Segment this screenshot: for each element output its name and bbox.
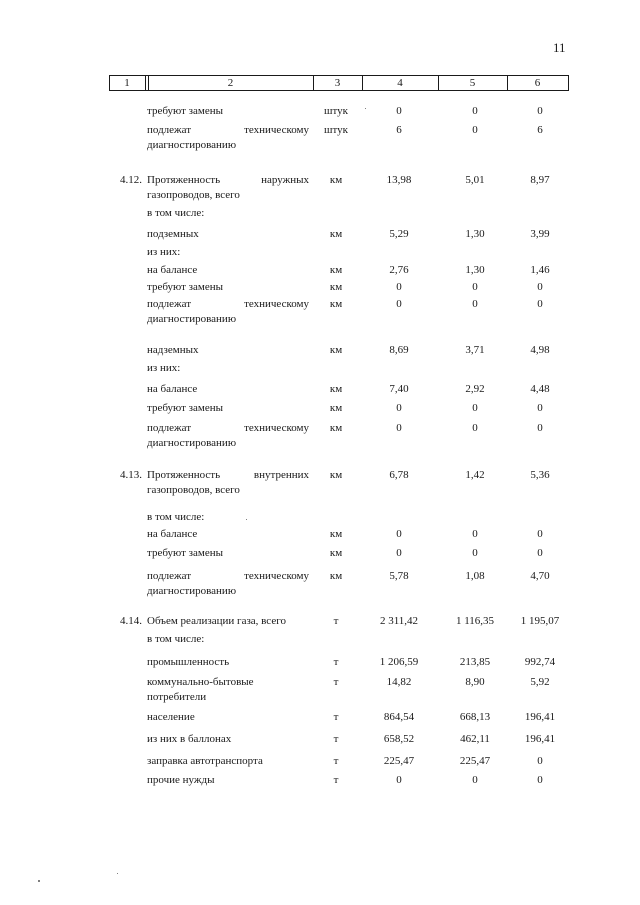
row-name: [147, 569, 309, 599]
word: подлежат: [147, 124, 192, 136]
row-name: [147, 754, 309, 769]
row-value-col4: 225,47: [383, 755, 415, 767]
row-name-line: [147, 123, 309, 138]
row-name: [147, 732, 309, 747]
row-value-col4: 13,98: [386, 174, 412, 186]
row-value-col6: 4,70: [530, 570, 550, 582]
row-value-col4: 0: [396, 774, 402, 786]
row-name: [147, 173, 309, 221]
row-name-line: из них в баллонах: [147, 733, 232, 745]
row-value-col6: 8,97: [530, 174, 550, 186]
row-name-line: заправка автотранспорта: [147, 755, 263, 767]
row-value-col4: 7,40: [389, 383, 409, 395]
row-name: [147, 401, 309, 416]
row-name-line: требуют замены: [147, 281, 223, 293]
row-name: [147, 263, 309, 278]
row-value-col6: 0: [537, 422, 543, 434]
row-value-col5: 2,92: [465, 383, 485, 395]
row-name-line: прочие нужды: [147, 774, 215, 786]
row-value-col5: 0: [472, 105, 478, 117]
row-unit: км: [329, 422, 343, 434]
row-name-line: требуют замены: [147, 402, 223, 414]
row-name-line: диагностированию: [147, 139, 237, 151]
row-name-line: на балансе: [147, 264, 198, 276]
row-name-line: население: [147, 711, 195, 723]
row-name: [147, 104, 309, 119]
row-value-col4: 2 311,42: [379, 615, 419, 627]
row-value-col5: 0: [472, 547, 478, 559]
row-unit: штук: [324, 105, 348, 117]
row-value-col6: 0: [537, 105, 543, 117]
row-name-line: [147, 569, 309, 584]
row-number: 4.14.: [120, 615, 142, 627]
row-value-col5: 213,85: [459, 656, 491, 668]
row-unit: т: [333, 711, 339, 723]
row-unit: т: [333, 676, 339, 688]
row-value-col6: 6: [537, 124, 543, 136]
row-value-col6: 0: [537, 298, 543, 310]
row-value-col4: 5,78: [389, 570, 409, 582]
row-name-line: диагностированию: [147, 585, 237, 597]
word: техническому: [244, 422, 309, 434]
row-value-col5: 1 116,35: [455, 615, 495, 627]
row-name: [147, 507, 309, 525]
row-unit: км: [329, 469, 343, 481]
row-value-col5: 8,90: [465, 676, 485, 688]
row-name-line: в том числе:: [147, 633, 205, 645]
row-name-line: диагностированию: [147, 313, 237, 325]
word: Протяженность: [147, 469, 221, 481]
word: техническому: [244, 298, 309, 310]
row-name-line: в том числе:: [147, 511, 205, 523]
row-number: 4.12.: [120, 174, 142, 186]
row-value-col6: 196,41: [524, 711, 556, 723]
row-value-col6: 5,92: [530, 676, 550, 688]
row-unit: т: [333, 774, 339, 786]
row-value-col4: 0: [396, 402, 402, 414]
row-value-col6: 992,74: [524, 656, 556, 668]
scan-speck: [117, 873, 118, 874]
row-value-col4: 6,78: [389, 469, 409, 481]
row-value-col5: 0: [472, 281, 478, 293]
row-unit: км: [329, 228, 343, 240]
header-cell: 3: [334, 77, 341, 89]
row-value-col5: 5,01: [465, 174, 485, 186]
row-value-col5: 462,11: [460, 733, 490, 745]
row-value-col5: 0: [472, 298, 478, 310]
word: подлежат: [147, 298, 192, 310]
row-unit: т: [333, 755, 339, 767]
row-unit: км: [329, 281, 343, 293]
row-value-col6: 5,36: [530, 469, 550, 481]
row-value-col4: 0: [396, 528, 402, 540]
row-name: [147, 614, 309, 647]
row-name-line: из них:: [147, 246, 181, 258]
row-unit: км: [329, 570, 343, 582]
row-name-line: на балансе: [147, 383, 198, 395]
row-name: [147, 527, 309, 542]
row-value-col4: 8,69: [389, 344, 409, 356]
row-name-line: подземных: [147, 228, 199, 240]
row-unit: т: [333, 656, 339, 668]
row-name-line: требуют замены: [147, 547, 223, 559]
row-value-col6: 0: [537, 547, 543, 559]
row-name-line: [147, 468, 309, 483]
header-cell: 4: [397, 77, 403, 89]
row-value-col6: 0: [537, 755, 543, 767]
row-unit: т: [333, 733, 339, 745]
row-unit: т: [333, 615, 339, 627]
row-value-col5: 225,47: [459, 755, 491, 767]
row-value-col5: 0: [472, 774, 478, 786]
row-unit: км: [329, 174, 343, 186]
row-name-line: [147, 173, 309, 188]
row-name-line: на балансе: [147, 528, 198, 540]
row-name: [147, 655, 309, 670]
row-unit: км: [329, 547, 343, 559]
row-value-col4: 0: [396, 281, 402, 293]
row-value-col4: 5,29: [389, 228, 409, 240]
row-value-col5: 1,30: [465, 264, 485, 276]
row-value-col6: 1,46: [530, 264, 550, 276]
row-value-col4: 0: [396, 298, 402, 310]
row-value-col6: 1 195,07: [520, 615, 560, 627]
row-name-line: надземных: [147, 344, 199, 356]
row-number: 4.13.: [120, 469, 142, 481]
row-name-line: диагностированию: [147, 437, 237, 449]
header-cell: 5: [469, 77, 476, 89]
row-value-col6: 4,48: [530, 383, 550, 395]
row-name: [147, 710, 309, 725]
row-value-col6: 0: [537, 528, 543, 540]
word: наружных: [261, 174, 309, 186]
row-value-col4: 2,76: [389, 264, 409, 276]
row-value-col6: 0: [537, 774, 543, 786]
scan-speck: [246, 519, 247, 520]
row-unit: км: [329, 383, 343, 395]
row-value-col5: 1,08: [465, 570, 485, 582]
scan-speck: [38, 880, 40, 882]
row-unit: км: [329, 264, 343, 276]
row-name-line: коммунально-бытовые: [147, 676, 254, 688]
row-unit: км: [329, 528, 343, 540]
row-value-col4: 14,82: [386, 676, 412, 688]
header-cell: 6: [534, 77, 541, 89]
row-value-col6: 4,98: [530, 344, 550, 356]
row-value-col6: 0: [537, 402, 543, 414]
row-value-col4: 864,54: [383, 711, 415, 723]
row-name-line: промышленность: [147, 656, 230, 668]
row-name: [147, 343, 309, 376]
row-value-col6: 3,99: [530, 228, 550, 240]
header-cell: 2: [227, 77, 234, 89]
row-name: [147, 546, 309, 561]
row-unit: км: [329, 402, 343, 414]
row-value-col5: 1,30: [465, 228, 485, 240]
row-name-line: из них:: [147, 362, 181, 374]
row-name: [147, 227, 309, 260]
header-cell: 1: [124, 77, 130, 89]
row-name-line: Объем реализации газа, всего: [147, 615, 286, 627]
row-value-col5: 0: [472, 422, 478, 434]
row-name-line: [147, 421, 309, 436]
row-value-col6: 0: [537, 281, 543, 293]
row-value-col5: 1,42: [465, 469, 485, 481]
word: внутренних: [253, 469, 309, 481]
row-value-col5: 3,71: [465, 344, 485, 356]
row-name: [147, 421, 309, 451]
row-name: [147, 675, 309, 705]
row-value-col5: 668,13: [459, 711, 491, 723]
row-value-col5: 0: [472, 124, 478, 136]
word: подлежат: [147, 570, 192, 582]
row-name: [147, 280, 309, 295]
row-value-col6: 196,41: [524, 733, 556, 745]
page-number: 11: [553, 40, 566, 55]
row-name-line: потребители: [147, 691, 207, 703]
row-value-col4: 658,52: [383, 733, 415, 745]
row-value-col4: 0: [396, 422, 402, 434]
scan-speck: [365, 108, 366, 109]
row-unit: км: [329, 298, 343, 310]
row-value-col4: 6: [396, 124, 402, 136]
row-value-col4: 0: [396, 547, 402, 559]
word: техническому: [244, 124, 309, 136]
row-name: [147, 123, 309, 153]
row-name: [147, 773, 309, 788]
row-name-line: [147, 297, 309, 312]
word: Протяженность: [147, 174, 221, 186]
row-unit: штук: [324, 124, 348, 136]
row-name-line: газопроводов, всего: [147, 189, 240, 201]
row-value-col4: 1 206,59: [379, 656, 419, 668]
row-name: [147, 468, 309, 498]
row-unit: км: [329, 344, 343, 356]
row-name-line: газопроводов, всего: [147, 484, 240, 496]
word: подлежат: [147, 422, 192, 434]
row-name: [147, 382, 309, 397]
row-value-col4: 0: [396, 105, 402, 117]
row-value-col5: 0: [472, 528, 478, 540]
row-name-line: требуют замены: [147, 105, 223, 117]
row-name-line: в том числе:: [147, 207, 205, 219]
word: техническому: [244, 570, 309, 582]
row-value-col5: 0: [472, 402, 478, 414]
row-name: [147, 297, 309, 327]
